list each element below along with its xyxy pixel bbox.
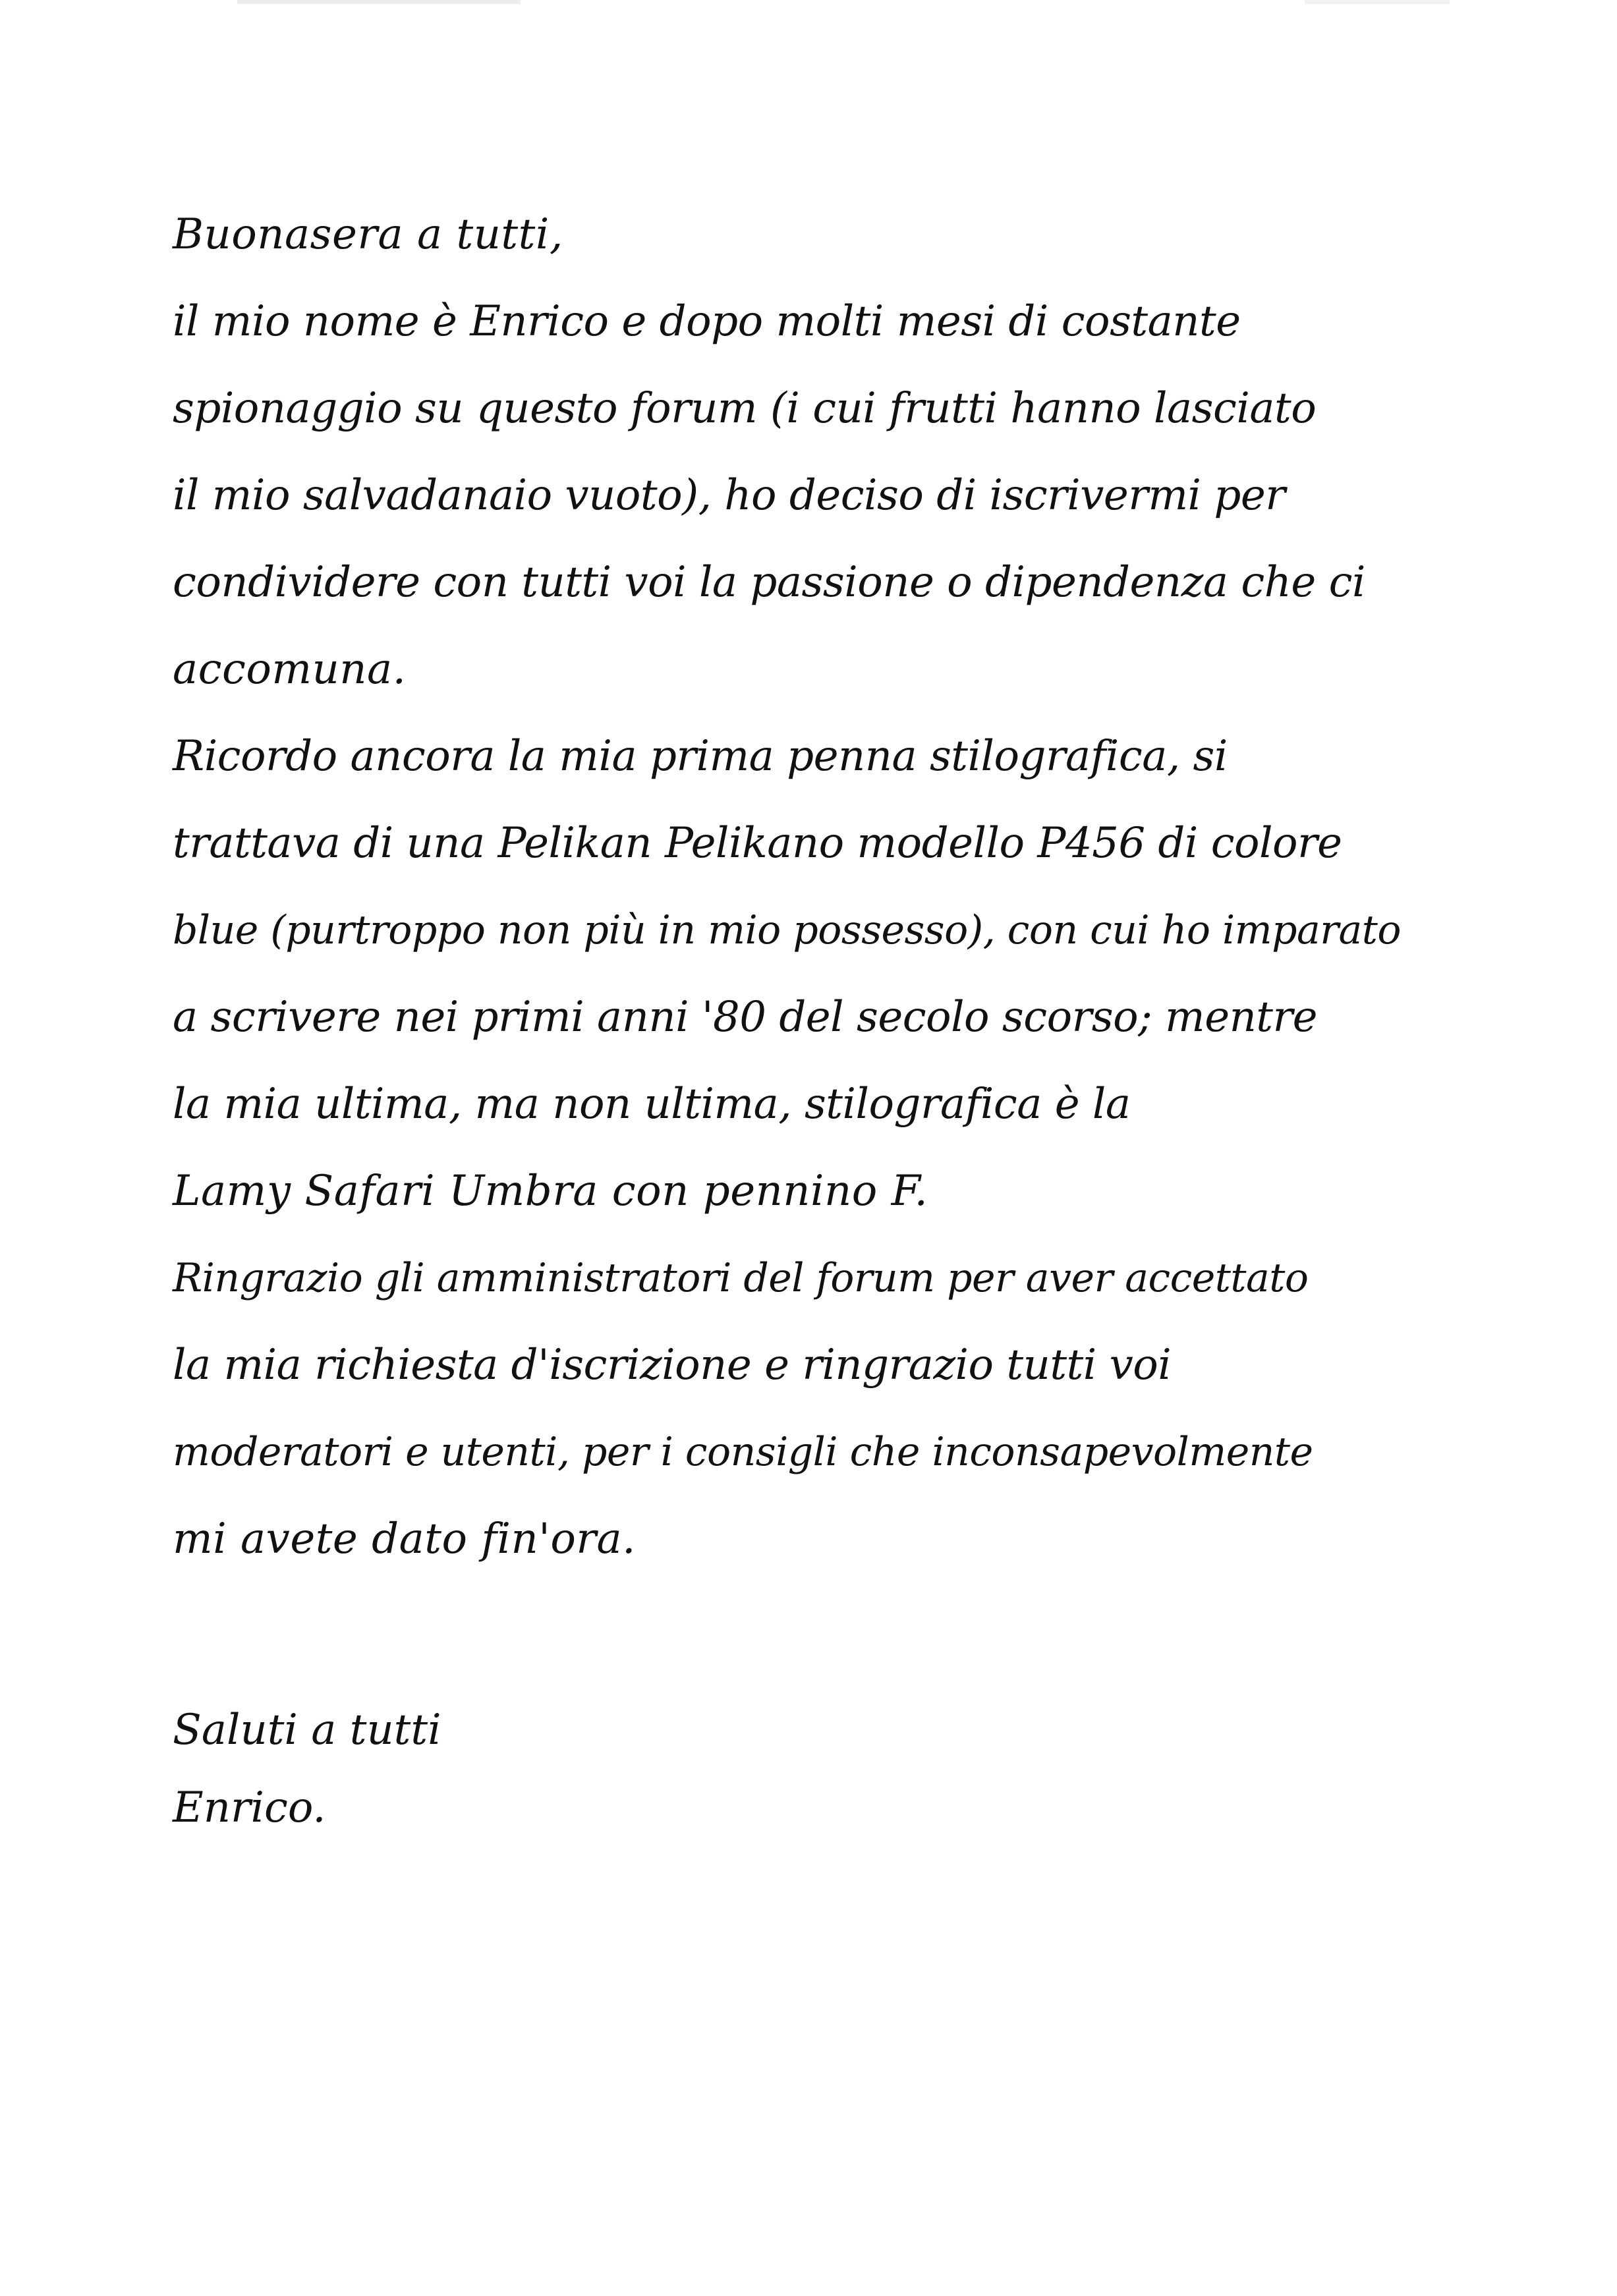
letter-line: moderatori e utenti, per i consigli che inconsapevolmente: [173, 1429, 1313, 1475]
letter-line: Ricordo ancora la mia prima penna stilografica, si: [173, 732, 1228, 781]
letter-line: accomuna.: [173, 645, 407, 694]
closing: Saluti a tutti: [173, 1706, 441, 1754]
letter-line: a scrivere nei primi anni '80 del secolo scorso; mentre: [173, 993, 1317, 1042]
letter-line: condividere con tutti voi la passione o dipendenza che ci: [173, 558, 1365, 607]
letter-line: la mia richiesta d'iscrizione e ringrazio tutti voi: [173, 1341, 1172, 1389]
letter-line: la mia ultima, ma non ultima, stilografica è la: [173, 1080, 1131, 1129]
letter-line: il mio salvadanaio vuoto), ho deciso di iscrivermi per: [173, 471, 1286, 520]
signature: Enrico.: [173, 1783, 326, 1832]
handwritten-letter: [173, 191, 1464, 1847]
greeting: Buonasera a tutti,: [173, 210, 563, 259]
paragraph-gap: [173, 1582, 1464, 1691]
scan-edge-shadow: [1305, 0, 1450, 4]
letter-line: Ringrazio gli amministratori del forum per aver accettato: [173, 1255, 1309, 1301]
letter-line: il mio nome è Enrico e dopo molti mesi di costante: [173, 297, 1241, 346]
scan-edge-shadow: [237, 0, 521, 4]
letter-line: spionaggio su questo forum (i cui frutti hanno lasciato: [173, 384, 1317, 433]
letter-line: trattava di una Pelikan Pelikano modello P456 di colore: [173, 819, 1342, 868]
letter-line: mi avete dato fin'ora.: [173, 1515, 636, 1563]
letter-line: blue (purtroppo non più in mio possesso), con cui ho imparato: [173, 907, 1401, 953]
letter-line: Lamy Safari Umbra con pennino F.: [173, 1167, 928, 1216]
